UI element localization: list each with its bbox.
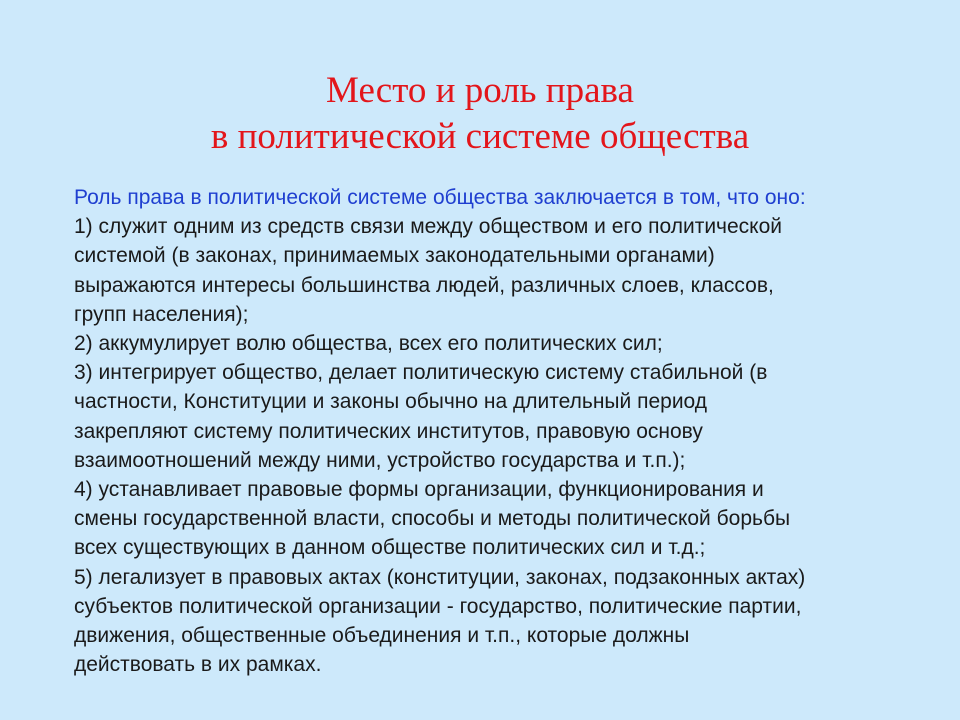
body-line-13: 5) легализует в правовых актах (конституции, законах, подзаконных актах)	[74, 565, 806, 589]
body-line-6: 3) интегрирует общество, делает политическую систему стабильной (в	[74, 361, 768, 385]
slide-title-line-1: Место и роль права	[326, 70, 634, 111]
body-line-9: взаимоотношений между ними, устройство государства и т.п.);	[74, 448, 686, 472]
body-line-2: системой (в законах, принимаемых законодательными органами)	[74, 244, 715, 268]
slide-title	[0, 68, 960, 160]
body-line-14: субъектов политической организации - государство, политические партии,	[74, 594, 802, 618]
body-line-7: частности, Конституции и законы обычно на длительный период	[74, 390, 708, 414]
slide-body	[74, 183, 934, 679]
body-line-11: смены государственной власти, способы и методы политической борьбы	[74, 507, 791, 531]
intro-line: Роль права в политической системе общества заключается в том, что оно:	[74, 186, 806, 209]
body-line-4: групп населения);	[74, 302, 249, 326]
slide-title-line-2: в политической системе общества	[210, 116, 750, 157]
body-line-15: движения, общественные объединения и т.п., которые должны	[74, 624, 690, 648]
body-line-5: 2) аккумулирует волю общества, всех его политических сил;	[74, 332, 663, 356]
body-line-16: действовать в их рамках.	[74, 653, 322, 677]
body-line-10: 4) устанавливает правовые формы организации, функционирования и	[74, 478, 764, 502]
body-line-12: всех существующих в данном обществе политических сил и т.д.;	[74, 536, 706, 560]
body-line-1: 1) служит одним из средств связи между обществом и его политической	[74, 215, 783, 239]
body-line-3: выражаются интересы большинства людей, различных слоев, классов,	[74, 273, 774, 297]
body-line-8: закрепляют систему политических институтов, правовую основу	[74, 419, 703, 443]
